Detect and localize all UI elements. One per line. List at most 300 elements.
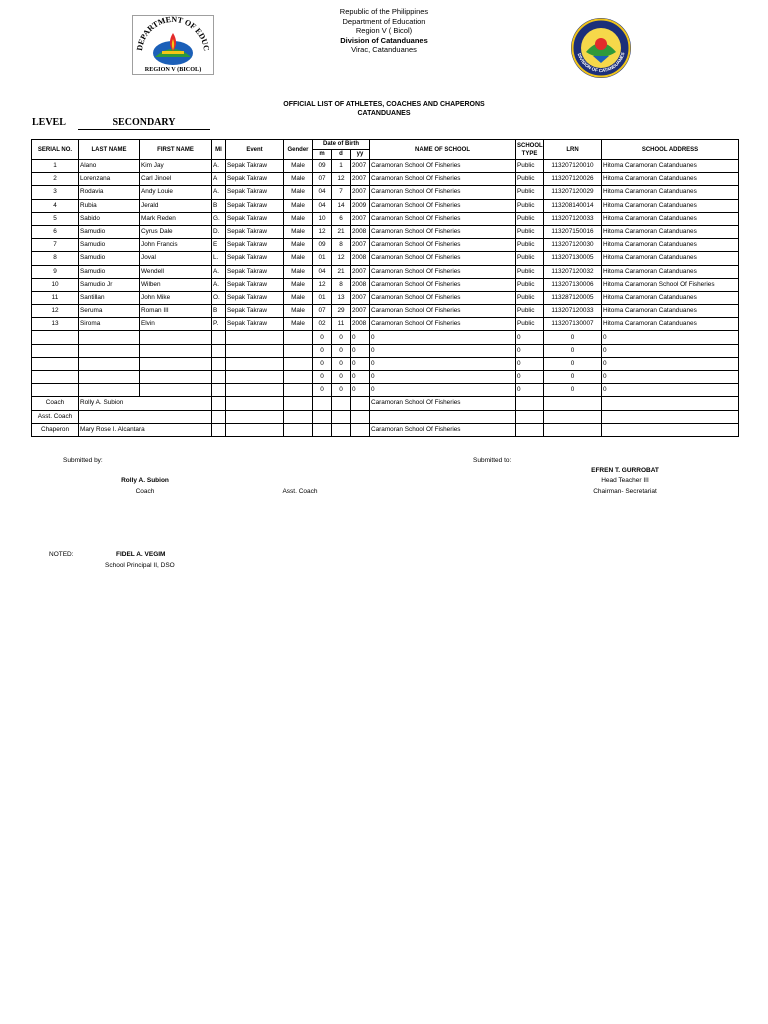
cell-dob-day: 13 [332, 291, 351, 304]
cell-school-address: Hitoma Caramoran Catanduanes [602, 212, 739, 225]
cell-dob-year: 2007 [351, 265, 370, 278]
staff-school [370, 410, 516, 423]
cell-lrn: 113207120029 [544, 186, 602, 199]
cell-event: Sepak Takraw [226, 225, 284, 238]
cell-lrn: 113207120032 [544, 265, 602, 278]
cell-event [226, 357, 284, 370]
cell-last-name [79, 331, 140, 344]
cell-serial: 1 [32, 160, 79, 173]
staff-empty-cell [602, 397, 739, 410]
cell-gender [284, 357, 313, 370]
staff-empty-cell [602, 423, 739, 436]
cell-dob-month: 01 [313, 291, 332, 304]
col-first-name: FIRST NAME [140, 140, 212, 160]
cell-school-name: Caramoran School Of Fisheries [370, 291, 516, 304]
cell-school-address: Hitoma Caramoran Catanduanes [602, 199, 739, 212]
roster-body [32, 160, 739, 437]
cell-dob-month: 0 [313, 331, 332, 344]
cell-school-address: Hitoma Caramoran Catanduanes [602, 160, 739, 173]
cell-serial [32, 331, 79, 344]
cell-dob-month: 12 [313, 225, 332, 238]
cell-lrn: 0 [544, 371, 602, 384]
blank-row [32, 384, 739, 397]
cell-dob-day: 0 [332, 371, 351, 384]
cell-school-type: 0 [516, 344, 544, 357]
cell-event: Sepak Takraw [226, 160, 284, 173]
cell-dob-month: 0 [313, 344, 332, 357]
cell-dob-year: 2007 [351, 291, 370, 304]
cell-dob-year: 2007 [351, 186, 370, 199]
staff-school: Caramoran School Of Fisheries [370, 397, 516, 410]
cell-school-name: Caramoran School Of Fisheries [370, 225, 516, 238]
cell-first-name: Andy Louie [140, 186, 212, 199]
cell-school-address: 0 [602, 384, 739, 397]
cell-last-name [79, 357, 140, 370]
cell-serial [32, 357, 79, 370]
cell-dob-month: 07 [313, 173, 332, 186]
cell-school-name: Caramoran School Of Fisheries [370, 173, 516, 186]
cell-dob-year: 2008 [351, 318, 370, 331]
level-label: LEVEL [32, 117, 66, 128]
cell-last-name: Samudio [79, 225, 140, 238]
cell-gender [284, 384, 313, 397]
cell-mi: A. [212, 186, 226, 199]
cell-mi [212, 344, 226, 357]
cell-gender: Male [284, 239, 313, 252]
staff-empty-cell [226, 397, 284, 410]
cell-school-type: Public [516, 278, 544, 291]
coach-signature-name: Rolly A. Subion [121, 477, 169, 484]
cell-dob-day: 14 [332, 199, 351, 212]
cell-first-name: John Mike [140, 291, 212, 304]
cell-gender: Male [284, 252, 313, 265]
cell-dob-day: 0 [332, 384, 351, 397]
seal-text: DIVISION OF CATANDUANES [576, 51, 626, 74]
cell-dob-year: 0 [351, 371, 370, 384]
cell-gender: Male [284, 305, 313, 318]
staff-role: Chaperon [32, 423, 79, 436]
cell-school-type: Public [516, 173, 544, 186]
cell-school-address: Hitoma Caramoran Catanduanes [602, 173, 739, 186]
col-last-name: LAST NAME [79, 140, 140, 160]
staff-empty-cell [313, 423, 332, 436]
staff-empty-cell [516, 423, 544, 436]
cell-school-address: Hitoma Caramoran Catanduanes [602, 265, 739, 278]
cell-mi: G. [212, 212, 226, 225]
cell-lrn: 0 [544, 384, 602, 397]
header-division: Division of Catanduanes [340, 35, 428, 45]
staff-empty-cell [516, 410, 544, 423]
cell-mi: B [212, 199, 226, 212]
cell-event: Sepak Takraw [226, 199, 284, 212]
region-label: REGION V (BICOL) [144, 66, 202, 73]
cell-dob-day: 11 [332, 318, 351, 331]
cell-lrn: 0 [544, 331, 602, 344]
cell-last-name: Samudio Jr [79, 278, 140, 291]
cell-lrn: 113207120033 [544, 212, 602, 225]
cell-first-name: Wilben [140, 278, 212, 291]
staff-name: Mary Rose I. Alcantara [79, 423, 212, 436]
cell-school-name: Caramoran School Of Fisheries [370, 212, 516, 225]
cell-mi: D. [212, 225, 226, 238]
cell-dob-year: 2008 [351, 225, 370, 238]
cell-first-name: John Francis [140, 239, 212, 252]
cell-dob-day: 12 [332, 252, 351, 265]
athlete-row [32, 199, 739, 212]
cell-first-name [140, 371, 212, 384]
cell-dob-year: 0 [351, 384, 370, 397]
cell-mi: A. [212, 265, 226, 278]
staff-empty-cell [284, 410, 313, 423]
cell-lrn: 113207130007 [544, 318, 602, 331]
cell-school-address: Hitoma Caramoran Catanduanes [602, 186, 739, 199]
staff-empty-cell [284, 423, 313, 436]
blank-row [32, 357, 739, 370]
athlete-row [32, 225, 739, 238]
roster-table [31, 139, 739, 437]
cell-last-name: Santillan [79, 291, 140, 304]
cell-school-name: Caramoran School Of Fisheries [370, 252, 516, 265]
cell-dob-month: 07 [313, 305, 332, 318]
col-school-type: SCHOOL TYPE [516, 140, 544, 160]
cell-school-type: Public [516, 318, 544, 331]
cell-dob-year: 0 [351, 344, 370, 357]
cell-dob-year: 2008 [351, 252, 370, 265]
cell-school-name: 0 [370, 371, 516, 384]
cell-gender [284, 371, 313, 384]
blank-row [32, 371, 739, 384]
cell-school-address: Hitoma Caramoran Catanduanes [602, 225, 739, 238]
cell-event: Sepak Takraw [226, 212, 284, 225]
cell-serial [32, 344, 79, 357]
staff-role: Asst. Coach [32, 410, 79, 423]
col-dob-month: m [313, 150, 332, 160]
cell-event [226, 344, 284, 357]
cell-mi: B [212, 305, 226, 318]
col-dob-day: d [332, 150, 351, 160]
blank-row [32, 344, 739, 357]
staff-empty-cell [313, 410, 332, 423]
staff-name: Rolly A. Subion [79, 397, 212, 410]
cell-lrn: 113207120033 [544, 305, 602, 318]
cell-dob-day: 8 [332, 278, 351, 291]
header-republic: Republic of the Philippines [339, 7, 429, 16]
cell-lrn: 0 [544, 344, 602, 357]
staff-school: Caramoran School Of Fisheries [370, 423, 516, 436]
col-mi: MI [212, 140, 226, 160]
cell-gender: Male [284, 160, 313, 173]
cell-serial: 9 [32, 265, 79, 278]
cell-school-name: 0 [370, 357, 516, 370]
staff-empty-cell [516, 397, 544, 410]
cell-serial: 6 [32, 225, 79, 238]
staff-row [32, 423, 739, 436]
cell-gender: Male [284, 278, 313, 291]
cell-dob-day: 12 [332, 173, 351, 186]
header-department: Department of Education [342, 16, 426, 26]
cell-dob-month: 09 [313, 239, 332, 252]
cell-school-type: Public [516, 160, 544, 173]
cell-dob-year: 2009 [351, 199, 370, 212]
cell-dob-day: 7 [332, 186, 351, 199]
cell-dob-day: 21 [332, 225, 351, 238]
cell-mi [212, 357, 226, 370]
cell-dob-month: 0 [313, 384, 332, 397]
cell-dob-month: 09 [313, 160, 332, 173]
cell-gender [284, 344, 313, 357]
cell-school-address: Hitoma Caramoran Catanduanes [602, 239, 739, 252]
cell-dob-month: 12 [313, 278, 332, 291]
staff-row [32, 397, 739, 410]
cell-event: Sepak Takraw [226, 278, 284, 291]
cell-gender: Male [284, 291, 313, 304]
submitted-to-label: Submitted to: [473, 457, 512, 464]
cell-school-name: Caramoran School Of Fisheries [370, 186, 516, 199]
col-school-address: SCHOOL ADDRESS [602, 140, 739, 160]
secretariat-name: EFREN T. GURROBAT [591, 467, 659, 474]
cell-dob-month: 04 [313, 265, 332, 278]
staff-name [79, 410, 212, 423]
cell-lrn: 113207120010 [544, 160, 602, 173]
noted-label: NOTED: [49, 551, 74, 558]
cell-gender: Male [284, 212, 313, 225]
col-serial: SERIAL NO. [32, 140, 79, 160]
cell-mi: L. [212, 252, 226, 265]
blank-row [32, 331, 739, 344]
staff-empty-cell [332, 410, 351, 423]
cell-first-name [140, 331, 212, 344]
cell-event [226, 384, 284, 397]
staff-empty-cell [284, 397, 313, 410]
cell-school-type: Public [516, 212, 544, 225]
cell-serial: 3 [32, 186, 79, 199]
cell-serial [32, 384, 79, 397]
cell-school-name: 0 [370, 344, 516, 357]
cell-first-name: Wendell [140, 265, 212, 278]
cell-dob-month: 02 [313, 318, 332, 331]
document-title: OFFICIAL LIST OF ATHLETES, COACHES AND CHAPERONS [283, 101, 485, 108]
cell-dob-month: 01 [313, 252, 332, 265]
cell-dob-day: 0 [332, 357, 351, 370]
cell-school-type: Public [516, 199, 544, 212]
col-lrn: LRN [544, 140, 602, 160]
cell-dob-day: 0 [332, 344, 351, 357]
staff-empty-cell [544, 397, 602, 410]
cell-first-name [140, 384, 212, 397]
staff-empty-cell [351, 397, 370, 410]
cell-school-name: Caramoran School Of Fisheries [370, 239, 516, 252]
staff-empty-cell [351, 410, 370, 423]
cell-event: Sepak Takraw [226, 252, 284, 265]
cell-last-name: Alano [79, 160, 140, 173]
athlete-row [32, 239, 739, 252]
cell-school-address: 0 [602, 344, 739, 357]
cell-school-type: Public [516, 265, 544, 278]
cell-gender: Male [284, 318, 313, 331]
cell-dob-month: 04 [313, 186, 332, 199]
staff-empty-cell [226, 410, 284, 423]
cell-school-type: 0 [516, 371, 544, 384]
cell-mi: A. [212, 278, 226, 291]
noted-title: School Principal II, DSO [105, 562, 175, 569]
athlete-row [32, 252, 739, 265]
cell-dob-year: 2007 [351, 305, 370, 318]
staff-empty-cell [544, 410, 602, 423]
cell-serial: 8 [32, 252, 79, 265]
staff-empty-cell [332, 423, 351, 436]
cell-dob-year: 2008 [351, 278, 370, 291]
cell-dob-month: 10 [313, 212, 332, 225]
cell-gender: Male [284, 225, 313, 238]
cell-school-type: Public [516, 252, 544, 265]
staff-empty-cell [332, 397, 351, 410]
athlete-row [32, 291, 739, 304]
cell-school-name: Caramoran School Of Fisheries [370, 199, 516, 212]
cell-school-type: Public [516, 305, 544, 318]
cell-last-name: Rodavia [79, 186, 140, 199]
staff-empty-cell [212, 423, 226, 436]
cell-school-name: Caramoran School Of Fisheries [370, 305, 516, 318]
cell-dob-year: 0 [351, 331, 370, 344]
cell-mi: A. [212, 160, 226, 173]
cell-first-name [140, 357, 212, 370]
athlete-row [32, 305, 739, 318]
athlete-row [32, 160, 739, 173]
cell-school-type: 0 [516, 384, 544, 397]
cell-dob-year: 2007 [351, 173, 370, 186]
athlete-row [32, 186, 739, 199]
cell-last-name [79, 384, 140, 397]
cell-school-name: Caramoran School Of Fisheries [370, 318, 516, 331]
cell-school-name: 0 [370, 384, 516, 397]
cell-lrn: 113208140014 [544, 199, 602, 212]
cell-school-name: Caramoran School Of Fisheries [370, 265, 516, 278]
cell-school-name: Caramoran School Of Fisheries [370, 160, 516, 173]
col-gender: Gender [284, 140, 313, 160]
cell-event: Sepak Takraw [226, 173, 284, 186]
cell-serial: 2 [32, 173, 79, 186]
cell-dob-month: 0 [313, 371, 332, 384]
cell-last-name: Samudio [79, 252, 140, 265]
cell-lrn: 113207130006 [544, 278, 602, 291]
cell-last-name [79, 371, 140, 384]
cell-first-name: Elvin [140, 318, 212, 331]
cell-lrn: 113287120005 [544, 291, 602, 304]
cell-serial: 11 [32, 291, 79, 304]
cell-serial: 5 [32, 212, 79, 225]
deped-logo-text: DEPARTMENT OF EDUC [135, 15, 212, 52]
cell-event: Sepak Takraw [226, 305, 284, 318]
cell-dob-day: 1 [332, 160, 351, 173]
cell-serial [32, 371, 79, 384]
athlete-row [32, 265, 739, 278]
cell-school-address: Hitoma Caramoran Catanduanes [602, 252, 739, 265]
cell-lrn: 0 [544, 357, 602, 370]
cell-event: Sepak Takraw [226, 265, 284, 278]
cell-lrn: 113207130005 [544, 252, 602, 265]
cell-gender: Male [284, 265, 313, 278]
cell-school-name: 0 [370, 331, 516, 344]
cell-school-address: Hitoma Caramoran Catanduanes [602, 318, 739, 331]
staff-empty-cell [313, 397, 332, 410]
cell-lrn: 113207120026 [544, 173, 602, 186]
cell-first-name: Carl Jinoel [140, 173, 212, 186]
cell-dob-year: 2007 [351, 160, 370, 173]
cell-dob-year: 0 [351, 357, 370, 370]
cell-first-name: Mark Reden [140, 212, 212, 225]
cell-gender: Male [284, 173, 313, 186]
cell-first-name: Roman III [140, 305, 212, 318]
cell-school-address: Hitoma Caramoran Catanduanes [602, 291, 739, 304]
cell-school-type: Public [516, 186, 544, 199]
staff-role: Coach [32, 397, 79, 410]
staff-empty-cell [212, 410, 226, 423]
cell-first-name: Kim Jay [140, 160, 212, 173]
cell-school-type: Public [516, 225, 544, 238]
cell-event: Sepak Takraw [226, 186, 284, 199]
cell-last-name: Samudio [79, 265, 140, 278]
athlete-row [32, 212, 739, 225]
cell-mi: O. [212, 291, 226, 304]
cell-serial: 13 [32, 318, 79, 331]
staff-row [32, 410, 739, 423]
cell-event: Sepak Takraw [226, 239, 284, 252]
cell-mi [212, 331, 226, 344]
cell-dob-day: 0 [332, 331, 351, 344]
cell-serial: 12 [32, 305, 79, 318]
cell-school-type: Public [516, 291, 544, 304]
cell-mi: E [212, 239, 226, 252]
cell-dob-day: 29 [332, 305, 351, 318]
col-school-name: NAME OF SCHOOL [370, 140, 516, 160]
cell-school-address: 0 [602, 331, 739, 344]
cell-dob-day: 21 [332, 265, 351, 278]
cell-first-name: Cyrus Dale [140, 225, 212, 238]
staff-empty-cell [351, 423, 370, 436]
cell-last-name: Samudio [79, 239, 140, 252]
cell-school-address: 0 [602, 371, 739, 384]
cell-mi: P. [212, 318, 226, 331]
cell-last-name: Lorenzana [79, 173, 140, 186]
cell-dob-year: 2007 [351, 212, 370, 225]
cell-lrn: 113207150016 [544, 225, 602, 238]
cell-school-address: 0 [602, 357, 739, 370]
cell-mi [212, 371, 226, 384]
secretariat-title: Head Teacher III [601, 477, 649, 484]
cell-first-name: Joval [140, 252, 212, 265]
submitted-by-label: Submitted by: [63, 457, 103, 464]
col-event: Event [226, 140, 284, 160]
cell-dob-month: 0 [313, 357, 332, 370]
cell-first-name: Jerald [140, 199, 212, 212]
athlete-row [32, 318, 739, 331]
noted-name: FIDEL A. VEGIM [116, 551, 166, 558]
cell-gender [284, 331, 313, 344]
cell-school-type: 0 [516, 357, 544, 370]
col-dob-year: yy [351, 150, 370, 160]
cell-dob-day: 8 [332, 239, 351, 252]
staff-empty-cell [544, 423, 602, 436]
cell-mi [212, 384, 226, 397]
document-subtitle: CATANDUANES [357, 110, 411, 117]
cell-gender: Male [284, 186, 313, 199]
cell-event: Sepak Takraw [226, 291, 284, 304]
level-value: SECONDARY [78, 117, 210, 130]
cell-last-name: Sabido [79, 212, 140, 225]
cell-serial: 7 [32, 239, 79, 252]
cell-serial: 4 [32, 199, 79, 212]
cell-last-name [79, 344, 140, 357]
